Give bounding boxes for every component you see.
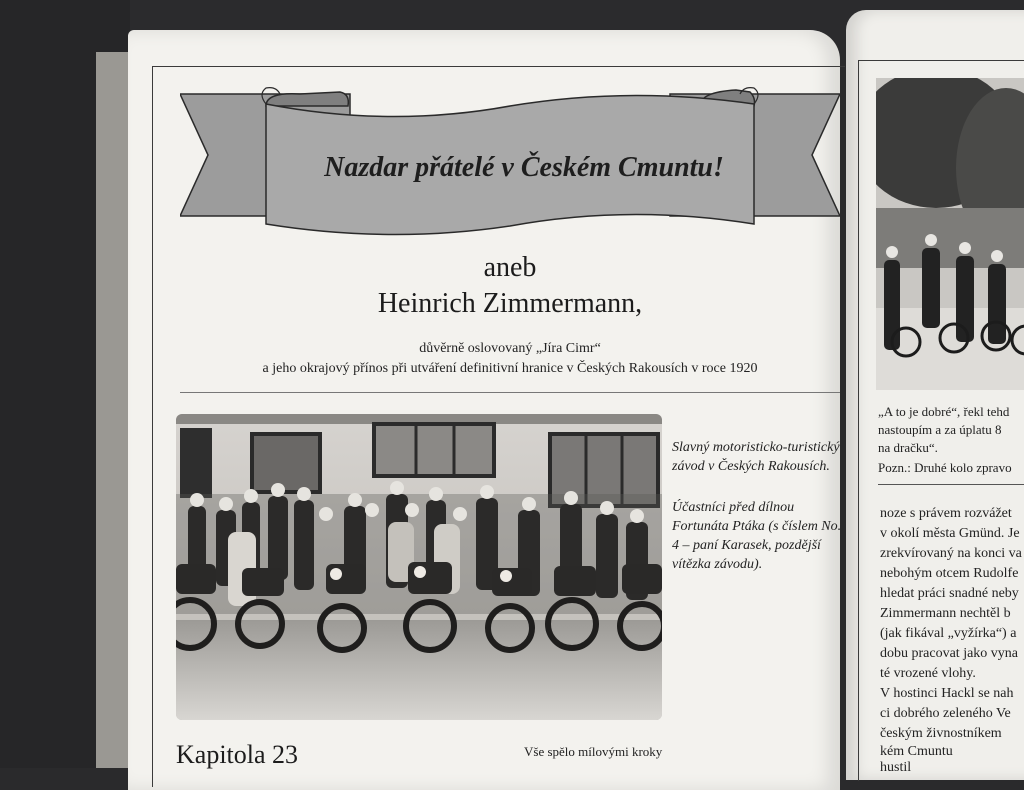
right-page-photo [876,78,1024,390]
right-body-line: ci dobrého zeleného Ve [880,706,1011,721]
right-body-line: nebohým otcem Rudolfe [880,566,1019,581]
right-caption-line-4: Pozn.: Druhé kolo zpravo [878,460,1012,475]
right-body-line: hustil [880,760,912,775]
right-body-line: kém Cmuntu [880,744,953,759]
historical-group-photo [176,414,662,720]
right-body-line: dobu pracovat jako vyna [880,646,1019,661]
right-body-line: noze s právem rozvážet [880,506,1012,521]
chapter-body-text: Vše spělo mílovými kroky [524,744,663,759]
right-body-line: (jak fikával „vyžírka“) a [880,626,1017,641]
photo-caption-1: Slavný motoristicko-turistický závod v Českých Rakousích. [672,440,840,474]
heading-aneb: aneb [483,252,537,283]
right-body-line: té vrozené vlohy. [880,666,976,681]
right-divider-rule [878,484,1024,485]
right-caption-line-1: „A to je dobré“, řekl tehd [878,404,1010,419]
right-body-line: hledat práci snadné neby [880,586,1019,601]
chapter-heading: Kapitola 23 [176,740,299,769]
divider-rule [180,392,840,393]
right-body-line: Zimmermann nechtěl b [880,606,1011,621]
right-caption-line-2: nastoupím a za úplatu 8 [878,422,1002,437]
photo-caption-2: Účastníci před dílnou Fortunáta Ptáka (s číslem No. 4 – paní Karasek, pozdější vítězka závodu). [672,500,842,572]
right-body-line: v okolí města Gmünd. Je [880,526,1020,541]
heading-name: Heinrich Zimmermann, [377,288,643,319]
subtitle-line-2: a jeho okrajový přínos při utváření definitivní hranice v Českých Rakousích v roce 1920 [262,361,758,376]
right-body-line: českým živnostníkem [880,726,1002,741]
right-body-line: V hostinci Hackl se nah [880,686,1014,701]
subtitle-line-1: důvěrně oslovovaný „Jíra Cimr“ [419,341,601,356]
right-body-line: zrekvírovaný na konci va [880,546,1022,561]
right-caption-line-3: na dračku“. [878,440,938,455]
page-title: Nazdar přátelé v Českém Cmuntu! [324,152,724,183]
